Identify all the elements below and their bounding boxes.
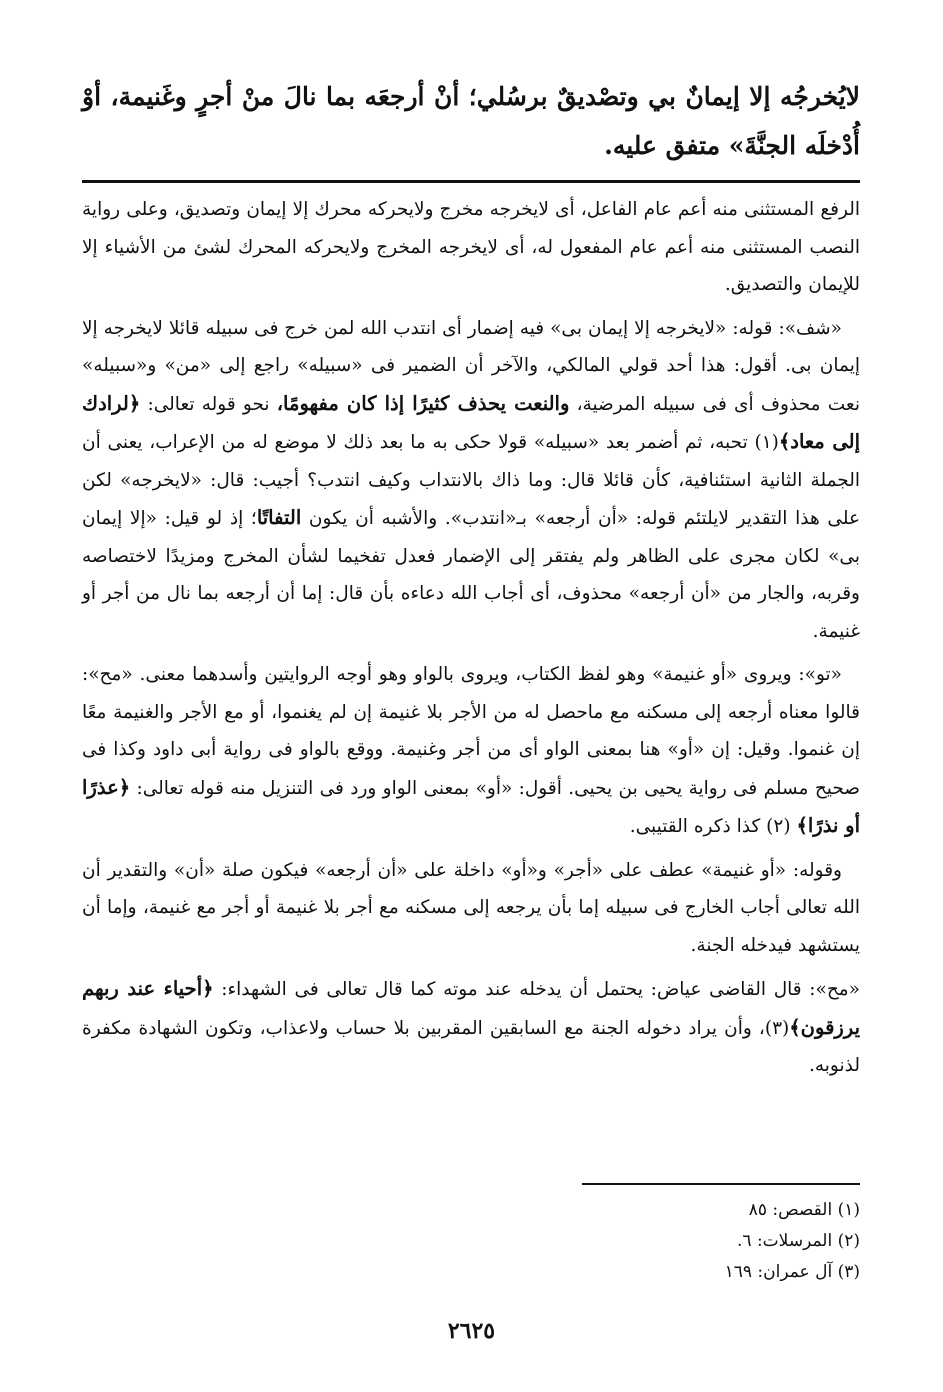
footnotes bbox=[560, 1195, 860, 1288]
footnote-divider bbox=[582, 1183, 860, 1185]
bold-phrase: والنعت يحذف كثيرًا إذا كان مفهومًا، bbox=[276, 391, 570, 415]
footnote-3: (٣) آل عمران: ١٦٩ bbox=[724, 1262, 860, 1282]
text-span: «مح»: قال القاضى عياض: يحتمل أن يدخله عند موته كما قال تعالى فى الشهداء: bbox=[213, 979, 860, 1000]
quran-quote: ﴿لرادك إلى معاد﴾ bbox=[82, 391, 861, 453]
commentary-paragraph-3 bbox=[82, 656, 860, 846]
quran-quote: ﴿عذرًا أو نذرًا﴾ bbox=[82, 775, 860, 837]
text-span: (١) تحبه، ثم أضمر بعد «سبيله» قولا حكى به ما بعد ذلك لا موضع له من الإعراب، يعنى أن الجملة الثانية استئنافية، كأن قائلا قال: وما ذاك بالانتداب وكيف انتدب؟ أجيب: قال: «لايخرجه» لكن على هذا التقدير لايلتئم قوله: «أن أرجعه» بـ«انتدب». والأشبه أن يكون bbox=[82, 432, 860, 529]
page-number: ٢٦٢٥ bbox=[447, 1318, 496, 1344]
quran-quote: ﴿أحياء عند ربهم يرزقون﴾ bbox=[82, 977, 860, 1039]
bold-phrase: التفاتًا bbox=[256, 506, 302, 529]
text-span: ؛ إذ لو قيل: «إلا إيمان بى» لكان مجرى على الظاهر ولم يفتقر إلى الإضمار فعدل تفخيما لشأن المخرج ومزيدًا لاختصاصه وقربه، والجار من «أن أرجعه» محذوف، أى أجاب الله دعاءه بأن قال: إما أن أرجعه بما نال من أجر أو غنيمة. bbox=[82, 508, 860, 642]
hadith-text: لايُخرجُه إلا إيمانٌ بي وتصْديقٌ برسُلي؛ أنْ أرجعَه بما نالَ منْ أجرٍ وغَنيمة، أوْ أُدْخلَه الجنَّةَ» متفق عليه. bbox=[82, 82, 860, 160]
commentary bbox=[82, 191, 860, 1085]
text-span: «شف»: قوله: «لايخرجه إلا إيمان بى» فيه إضمار أى انتدب الله لمن خرج فى سبيله قائلا لايخرجه إلا إيمان بى. أقول: هذا أحد قولي المالكي، والآخر أن الضمير فى «سبيله» راجع إلى «من» و«سبيله» نعت محذوف أى فى سبيله المرضية، bbox=[82, 317, 860, 415]
text-span: (٣)، وأن يراد دخوله الجنة مع السابقين المقربين بلا حساب ولاعذاب، وتكون الشهادة مكفرة لذنوبه. bbox=[82, 1017, 860, 1076]
text-span: «تو»: ويروى «أو غنيمة» وهو لفظ الكتاب، ويروى بالواو وهو أوجه الروايتين وأسدهما معنى. «مح»: قالوا معناه أرجعه إلى مسكنه مع ماحصل له من الأجر بلا غنيمة إن لم يغنموا، أو مع الأجر والغنيمة معًا إن غنموا. وقيل: إن «أو» هنا بمعنى الواو أى من أجر وغنيمة. ووقع بالواو فى رواية أبى داود وكذا فى صحيح مسلم فى رواية يحيى بن يحيى. أقول: «أو» بمعنى الواو ورد فى التنزيل منه قوله تعالى: bbox=[82, 664, 860, 799]
footnote-1: (١) القصص: ٨٥ bbox=[748, 1200, 860, 1220]
commentary-paragraph-4: وقوله: «أو غنيمة» عطف على «أجر» و«أو» داخلة على «أن أرجعه» فيكون صلة «أن» والتقدير أن الله تعالى أجاب الخارج فى سبيله إما بأن يرجعه إلى مسكنه مع أجر بلا غنيمة أو أجر مع غنيمة، وإما أن يستشهد فيدخله الجنة. bbox=[82, 859, 860, 956]
footnote-2: (٢) المرسلات: ٦. bbox=[737, 1231, 860, 1251]
commentary-paragraph-1: الرفع المستثنى منه أعم عام الفاعل، أى لايخرجه مخرج ولايحركه محرك إلا إيمان وتصديق، وعلى رواية النصب المستثنى منه أعم عام المفعول له، أى لايخرجه المخرج ولايحركه المحرك لشئ من الأشياء إلا للإيمان والتصديق. bbox=[82, 199, 860, 295]
commentary-paragraph-5 bbox=[82, 970, 860, 1085]
page-body bbox=[82, 72, 860, 1091]
text-span: (٢) كذا ذكره القتيبى. bbox=[629, 816, 797, 837]
commentary-paragraph-2 bbox=[82, 310, 860, 651]
header-divider bbox=[82, 180, 860, 183]
text-span: نحو قوله تعالى: bbox=[140, 393, 277, 415]
